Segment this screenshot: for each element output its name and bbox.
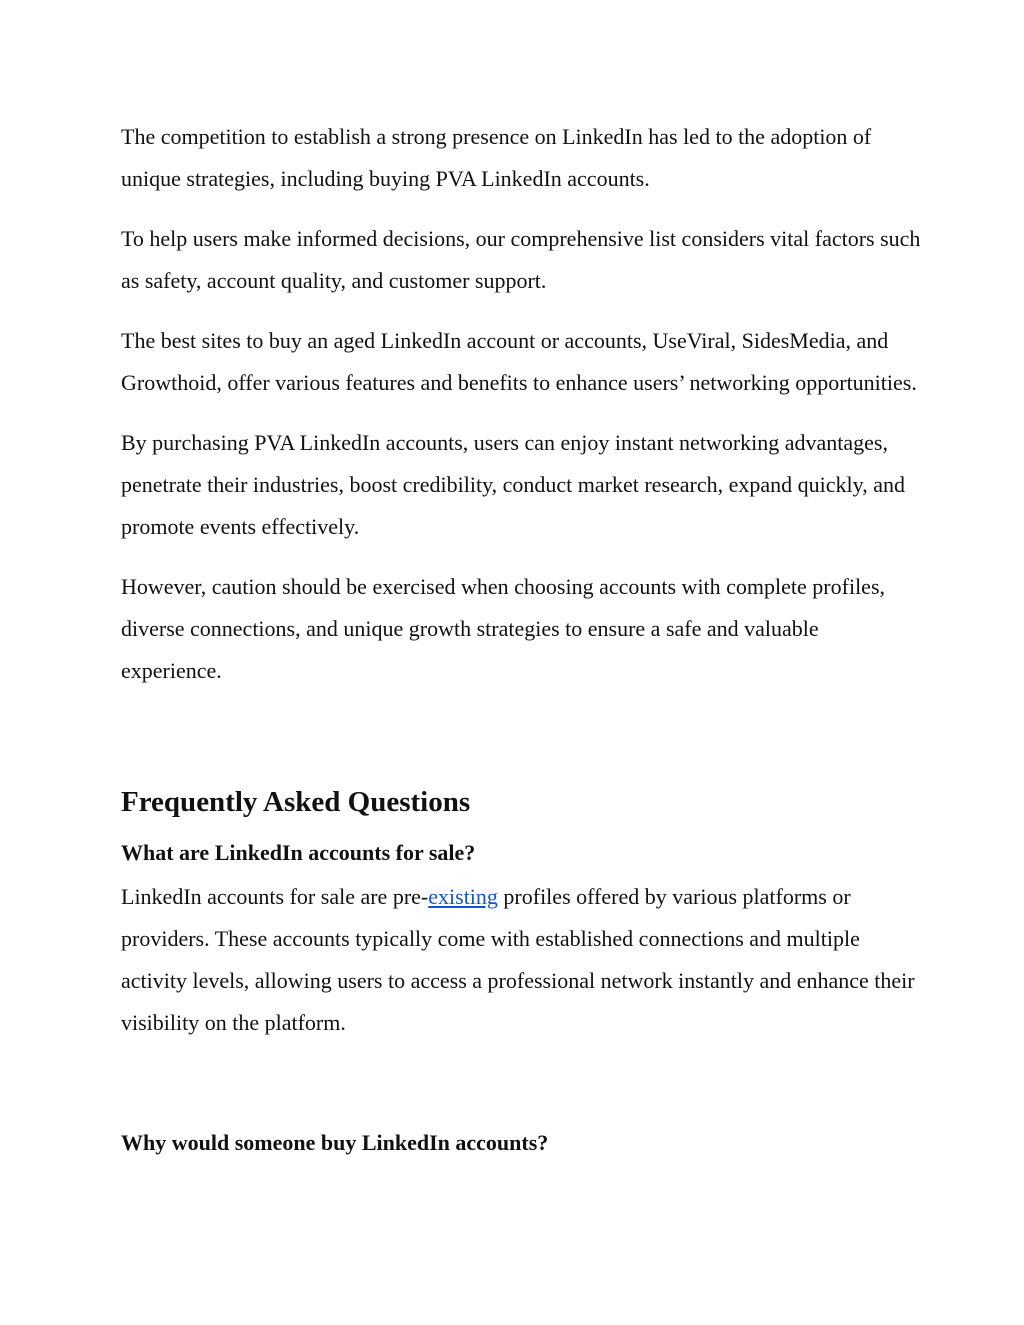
paragraph-competition: The competition to establish a strong presence on LinkedIn has led to the adoption of unique strategies, including buying PVA LinkedIn accounts. — [121, 124, 872, 191]
faq-question-why-buy: Why would someone buy LinkedIn accounts? — [121, 1130, 549, 1155]
faq-question-what-are: What are LinkedIn accounts for sale? — [121, 840, 476, 865]
document-page — [121, 116, 921, 1166]
existing-link[interactable]: existing — [428, 884, 498, 909]
paragraph-best-sites: The best sites to buy an aged LinkedIn account or accounts, UseViral, SidesMedia, and Growthoid, offer various features and benefits to enhance users’ networking opportunities. — [121, 328, 917, 395]
faq-answer-what-are — [121, 876, 921, 1044]
answer-text-before: LinkedIn accounts for sale are pre- — [121, 884, 429, 909]
answer-text-after: profiles offered by various platforms or providers. These accounts typically come with established connections and multiple activity levels, allowing users to access a professional network instantly and enhance their visibility on the platform. — [121, 884, 915, 1035]
faq-heading: Frequently Asked Questions — [121, 786, 471, 818]
paragraph-caution: However, caution should be exercised when choosing accounts with complete profiles, diverse connections, and unique growth strategies to ensure a safe and valuable experience. — [121, 574, 886, 683]
paragraph-informed-decisions: To help users make informed decisions, our comprehensive list considers vital factors such as safety, account quality, and customer support. — [121, 226, 921, 293]
paragraph-benefits: By purchasing PVA LinkedIn accounts, users can enjoy instant networking advantages, penetrate their industries, boost credibility, conduct market research, expand quickly, and promote events effectively. — [121, 430, 905, 539]
